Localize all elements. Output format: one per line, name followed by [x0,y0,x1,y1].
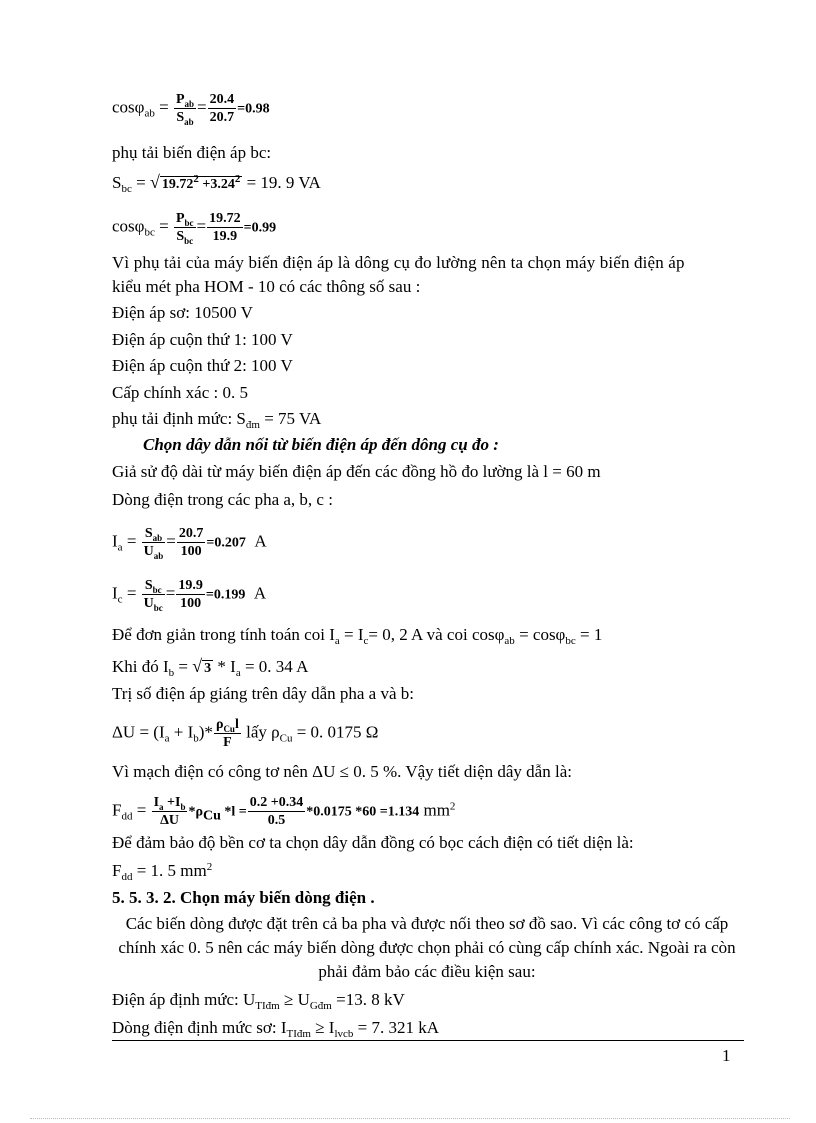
text-line: Dòng điện trong các pha a, b, c : [112,490,333,509]
sqrt-expression: √ $19.72^2 +3.24^2$ [149,172,241,192]
centered-paragraph: Các biến dòng được đặt trên cả ba pha và được nối theo sơ đồ sao. Vì các công tơ có cấp chính xác 0. 5 nên các máy biến dòng được chọn phải có cùng cấp chính xác. Ngoài ra còn phải đảm bảo các điều kiện sau: [118,914,736,981]
eq-delta-u: $\Delta U = (I_a + I_b)*$ $\frac{\rho_{Cu}l}{F}$ lấy $\rho_{Cu} = 0$. 0175 Ω [112,717,379,750]
paragraph-line: Vì phụ tải của máy biến điện áp là dông cụ đo lường nên ta chọn máy biến điện áp [112,253,685,272]
eq-ic: $I_c$ = $\frac{S_{bc}}{U_{bc}}$ = $\frac{19.9}{100}$ =0.199 A [112,578,267,613]
spec-secondary-2: Điện áp cuộn thứ 2: 100 V [112,356,293,375]
fraction: $\frac{S_{bc}}{U_{bc}}$ [143,578,163,613]
text-line: $F_{dd} = 1$. 5 $mm^2$ [112,861,213,883]
text-line: Dòng điện định mức sơ: $I_{TIđm} \ge I_{lvcb} = 7$. 321 kA [112,1018,440,1040]
fraction: $\frac{S_{ab}}{U_{ab}}$ [143,526,164,561]
fraction: $\frac{20.7}{100}$ [178,526,204,559]
eq-s-bc: $S_{bc}$ = √ $19.72^2 +3.24^2 = 19$. 9 VA [112,172,321,195]
fraction: $\frac{19.72}{19.9}$ [209,211,241,244]
text-line: phụ tải biến điện áp bc: [112,143,272,162]
subheading: Chọn dây dẫn nối từ biến điện áp đến dông cụ đo : [143,435,499,454]
spec-accuracy: Cấp chính xác : 0. 5 [112,383,248,402]
footer-rule [112,1040,744,1041]
page-border [30,1118,790,1119]
eq-cos-ab: cosφ$_{ab}$ = $\frac{P_{ab}}{S_{ab}}$ = $\frac{20.4}{20.7}$ =0.98 [112,92,270,127]
fraction: $\frac{P_{ab}}{S_{ab}}$ [175,92,195,127]
fraction: $\frac{\rho_{Cu}l}{F}$ [215,717,239,750]
text-line: Giả sử độ dài từ máy biến điện áp đến các đồng hồ đo lường là l = 60 m [112,462,601,481]
spec-primary-voltage: Điện áp sơ: 10500 V [112,303,253,322]
text-line: Trị số điện áp giáng trên dây dẫn pha a và b: [112,684,414,703]
text-line: Để đơn giản trong tính toán coi $I_a = I_c= 0$, 2 A và coi cosφ$_{ab}$ = cosφ$_{bc}$ = 1 [112,625,603,647]
fraction: $\frac{I_a +I_b}{\Delta U}$ [153,795,186,828]
section-title: 5. 5. 3. 2. Chọn máy biến dòng điện . [112,888,375,907]
text-line: Điện áp định mức: $U_{TIđm} \ge U_{Gđm} =13$. 8 kV [112,990,405,1012]
page-number: 1 [722,1046,731,1065]
fraction: $\frac{20.4}{20.7}$ [209,92,235,125]
eq-cos-bc: cosφ$_{bc}$ = $\frac{P_{bc}}{S_{bc}}$ = $\frac{19.72}{19.9}$ =0.99 [112,211,277,246]
paragraph-line: kiểu mét pha HOM - 10 có các thông số sau : [112,277,421,296]
text-line: Khi đó $I_b$ = √ $3 * I_a = 0$. 34 A [112,656,309,679]
text-line: Để đảm bảo độ bền cơ ta chọn dây dẫn đồng có bọc cách điện có tiết diện là: [112,833,634,852]
sqrt-expression: √ 3 [192,656,212,676]
fraction: $\frac{19.9}{100}$ [178,578,203,611]
text-line: Vì mạch điện có công tơ nên ΔU ≤ 0. 5 %. Vậy tiết diện dây dẫn là: [112,762,572,781]
fraction: $\frac{P_{bc}}{S_{bc}}$ [175,211,194,246]
fraction: $\frac{0.2 +0.34}{0.5}$ [249,795,304,828]
eq-f-dd: $F_{dd}$ = $\frac{I_a +I_b}{\Delta U}$ $*\rho_{Cu}$ *l = $\frac{0.2 +0.34}{0.5}$ *0.0175 *60 =1.134 $mm^2$ [112,795,456,828]
spec-secondary-1: Điện áp cuộn thứ 1: 100 V [112,330,293,349]
spec-rated-load: phụ tải định mức: $S_{đm} = 75$ VA [112,409,322,431]
eq-ia: $I_a$ = $\frac{S_{ab}}{U_{ab}}$ = $\frac{20.7}{100}$ =0.207 A [112,526,267,561]
